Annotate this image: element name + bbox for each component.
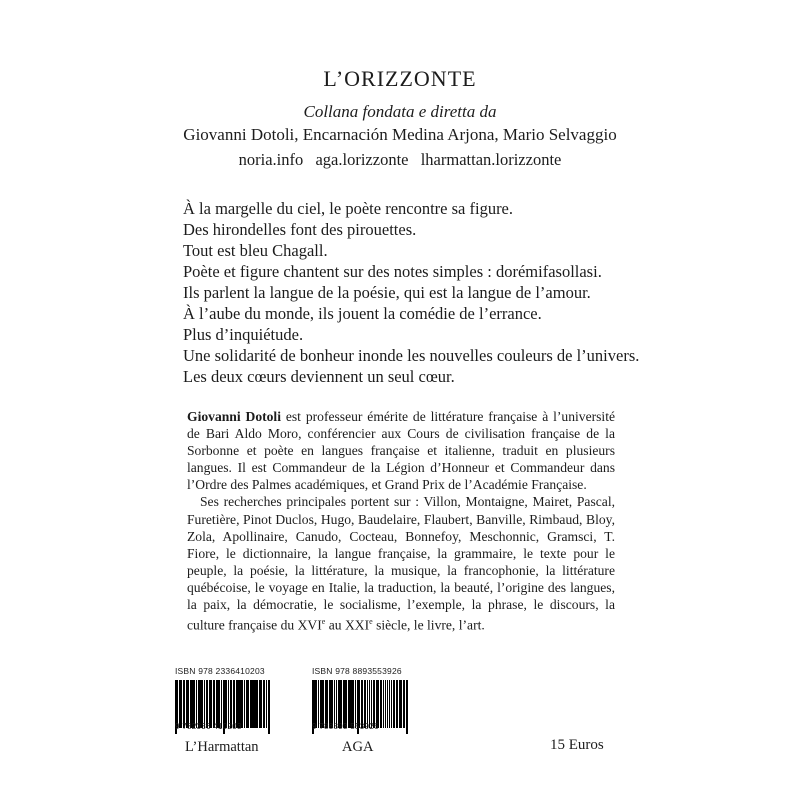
isbn-label: ISBN 978 8893553926 bbox=[312, 666, 402, 676]
poem-line: Ils parlent la langue de la poésie, qui est la langue de l’amour. bbox=[183, 283, 591, 302]
author-name: Giovanni Dotoli bbox=[187, 409, 281, 424]
bio-text: siècle, le livre, l’art. bbox=[372, 617, 485, 633]
series-links: noria.info aga.lorizzonte lharmattan.lorizzonte bbox=[238, 150, 562, 169]
bio-paragraph-1 bbox=[187, 408, 615, 493]
bio-text: au XXI bbox=[325, 617, 370, 633]
poem-line: Les deux cœurs deviennent un seul cœur. bbox=[183, 367, 455, 386]
isbn-label: ISBN 978 2336410203 bbox=[175, 666, 265, 676]
bio-text: Ses recherches principales portent sur : Villon, Montaigne, Mairet, Pascal, Furetière, Pinot Duclos, Hugo, Baudelaire, Flaubert, Banville, Rimbaud, Bloy, Zola, Apollinaire, Canudo, Cocteau, Bonnefoy, Meschonnic, Gramsci, T. Fiore, le dictionnaire, la langue française, la grammaire, le texte pour le peuple, la poésie, la littérature, la musique, la francophonie, la littérature québécoise, le voyage en Italie, la traduction, la beauté, l’origine des langues, la paix, la démocratie, le socialisme, l’exemple, la phrase, le discours, la culture française du XVI bbox=[187, 494, 615, 633]
poem-line: À l’aube du monde, ils jouent la comédie de l’errance. bbox=[183, 304, 542, 323]
poem-line: Plus d’inquiétude. bbox=[183, 325, 304, 344]
barcode-digits: 9 782336 410203 bbox=[175, 722, 242, 731]
superscript: e bbox=[321, 617, 326, 627]
barcode-aga bbox=[312, 666, 408, 736]
bio-paragraph-2 bbox=[187, 493, 615, 633]
barcode-bars bbox=[175, 680, 271, 728]
series-directors: Giovanni Dotoli, Encarnación Medina Arjona, Mario Selvaggio bbox=[183, 125, 617, 144]
bio-text: est professeur émérite de littérature française à l’université de Bari Aldo Moro, conférencier aux Cours de civilisation française de la Sorbonne et poète en langues française et italienne, traduit en plusieurs langues. Il est Commandeur de la Légion d’Honneur et Commandeur dans l’Ordre des Palmes académiques, et Grand Prix de l’Académie Française. bbox=[187, 409, 616, 493]
price: 15 Euros bbox=[550, 737, 604, 753]
poem-line: À la margelle du ciel, le poète rencontre sa figure. bbox=[183, 199, 514, 218]
author-bio bbox=[187, 408, 615, 634]
publisher-harmattan: L’Harmattan bbox=[185, 739, 259, 755]
superscript: e bbox=[369, 617, 373, 627]
poem-line: Tout est bleu Chagall. bbox=[183, 241, 328, 260]
barcode-digits: 9 788893 553926 bbox=[312, 722, 379, 731]
barcode-harmattan bbox=[175, 666, 271, 736]
poem-line: Poète et figure chantent sur des notes simples : dorémifasollasi. bbox=[183, 262, 602, 281]
series-title: L’ORIZZONTE bbox=[323, 66, 477, 91]
poem-line: Une solidarité de bonheur inonde les nouvelles couleurs de l’univers. bbox=[183, 346, 640, 365]
barcode-bars bbox=[312, 680, 408, 728]
series-subtitle: Collana fondata e diretta da bbox=[303, 102, 497, 121]
publisher-aga: AGA bbox=[342, 739, 374, 755]
poem-line: Des hirondelles font des pirouettes. bbox=[183, 220, 417, 239]
poem bbox=[183, 198, 653, 387]
